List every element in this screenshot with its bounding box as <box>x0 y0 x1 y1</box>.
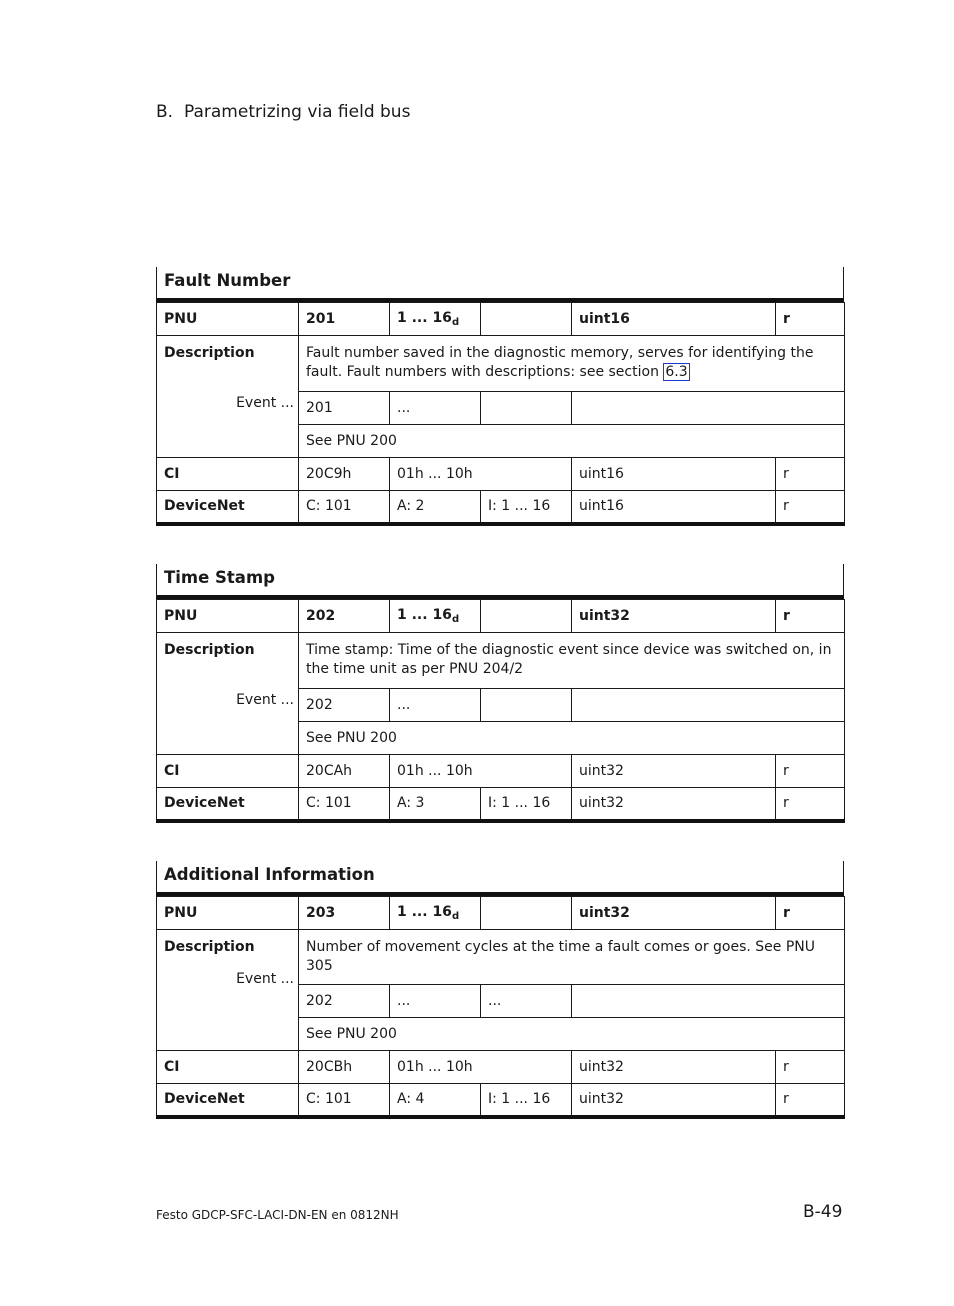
devicenet-label: DeviceNet <box>157 788 299 821</box>
ci-index: 20C9h <box>299 458 390 491</box>
devicenet-row <box>157 1084 845 1117</box>
devicenet-attribute: A: 4 <box>390 1084 481 1117</box>
see-pnu-text: See PNU 200 <box>299 1018 845 1051</box>
description-label: Description <box>164 642 255 658</box>
pnu-extra <box>481 897 572 930</box>
devicenet-attribute: A: 2 <box>390 491 481 524</box>
pnu-row <box>157 897 845 930</box>
ci-access: r <box>776 458 845 491</box>
chapter-number: B. <box>156 102 174 122</box>
event-label: Event ... <box>236 971 294 987</box>
event-cell-1: 202 <box>299 985 390 1018</box>
ci-index: 20CBh <box>299 1051 390 1084</box>
ci-row <box>157 755 845 788</box>
description-label: Description <box>164 345 255 361</box>
devicenet-type: uint32 <box>572 788 776 821</box>
description-row <box>157 930 845 985</box>
description-label-cell <box>157 336 299 458</box>
devicenet-class: C: 101 <box>299 788 390 821</box>
description-text: Fault number saved in the diagnostic memory, serves for identifying the fault. Fault numbers with descriptions: see section <box>306 345 814 380</box>
ci-label: CI <box>157 755 299 788</box>
ci-row <box>157 458 845 491</box>
ci-subindex: 01h ... 10h <box>390 1051 572 1084</box>
description-label: Description <box>164 939 255 955</box>
pnu-range: 1 ... $16_d$ <box>390 897 481 930</box>
ci-label: CI <box>157 1051 299 1084</box>
ci-type: uint32 <box>572 755 776 788</box>
pnu-type: uint32 <box>572 600 776 633</box>
pnu-number: 202 <box>299 600 390 633</box>
devicenet-type: uint32 <box>572 1084 776 1117</box>
event-label: Event ... <box>236 692 294 708</box>
event-label: Event ... <box>236 395 294 411</box>
devicenet-class: C: 101 <box>299 1084 390 1117</box>
table-title: Fault Number <box>156 267 844 302</box>
devicenet-label: DeviceNet <box>157 1084 299 1117</box>
event-cell-2: ... <box>390 689 481 722</box>
devicenet-access: r <box>776 491 845 524</box>
pnu-range: 1 ... $16_d$ <box>390 600 481 633</box>
pnu-access: r <box>776 303 845 336</box>
devicenet-instance: I: 1 ... 16 <box>481 1084 572 1117</box>
footer-document-id: Festo GDCP-SFC-LACI-DN-EN en 0812NH <box>156 1208 399 1222</box>
pnu-number: 203 <box>299 897 390 930</box>
parameter-table-fault-number <box>156 267 844 526</box>
see-pnu-text: See PNU 200 <box>299 425 845 458</box>
devicenet-label: DeviceNet <box>157 491 299 524</box>
ci-label: CI <box>157 458 299 491</box>
description-row <box>157 336 845 392</box>
page-number: B-49 <box>803 1202 843 1222</box>
devicenet-access: r <box>776 1084 845 1117</box>
description-label-cell <box>157 930 299 1051</box>
event-cell-4 <box>572 689 845 722</box>
description-label-cell <box>157 633 299 755</box>
pnu-range: 1 ... $16_d$ <box>390 303 481 336</box>
pnu-number: 201 <box>299 303 390 336</box>
pnu-row <box>157 303 845 336</box>
ci-type: uint16 <box>572 458 776 491</box>
pnu-access: r <box>776 897 845 930</box>
chapter-title: Parametrizing via field bus <box>184 102 411 122</box>
devicenet-instance: I: 1 ... 16 <box>481 788 572 821</box>
see-pnu-text: See PNU 200 <box>299 722 845 755</box>
description-text: Time stamp: Time of the diagnostic event since device was switched on, in the time unit as per PNU 204/2 <box>299 633 845 689</box>
ci-access: r <box>776 755 845 788</box>
parameter-table-additional-information <box>156 861 844 1119</box>
ci-row <box>157 1051 845 1084</box>
devicenet-instance: I: 1 ... 16 <box>481 491 572 524</box>
table-title: Time Stamp <box>156 564 844 599</box>
event-cell-4 <box>572 985 845 1018</box>
pnu-extra <box>481 303 572 336</box>
ci-subindex: 01h ... 10h <box>390 458 572 491</box>
event-cell-3 <box>481 689 572 722</box>
parameter-table <box>156 599 845 823</box>
event-cell-1: 202 <box>299 689 390 722</box>
pnu-type: uint16 <box>572 303 776 336</box>
ci-type: uint32 <box>572 1051 776 1084</box>
pnu-type: uint32 <box>572 897 776 930</box>
page-header <box>156 102 410 122</box>
pnu-extra <box>481 600 572 633</box>
event-cell-1: 201 <box>299 392 390 425</box>
pnu-row <box>157 600 845 633</box>
pnu-label: PNU <box>157 600 299 633</box>
description-text: Number of movement cycles at the time a fault comes or goes. See PNU 305 <box>299 930 845 985</box>
devicenet-row <box>157 491 845 524</box>
description-text-cell <box>299 336 845 392</box>
ci-subindex: 01h ... 10h <box>390 755 572 788</box>
event-cell-2: ... <box>390 985 481 1018</box>
table-title: Additional Information <box>156 861 844 896</box>
parameter-table <box>156 302 845 526</box>
section-link[interactable]: 6.3 <box>665 364 688 380</box>
pnu-access: r <box>776 600 845 633</box>
devicenet-access: r <box>776 788 845 821</box>
devicenet-row <box>157 788 845 821</box>
pnu-label: PNU <box>157 897 299 930</box>
devicenet-class: C: 101 <box>299 491 390 524</box>
ci-access: r <box>776 1051 845 1084</box>
pnu-label: PNU <box>157 303 299 336</box>
event-cell-2: ... <box>390 392 481 425</box>
event-cell-3 <box>481 392 572 425</box>
event-cell-4 <box>572 392 845 425</box>
devicenet-type: uint16 <box>572 491 776 524</box>
description-row <box>157 633 845 689</box>
ci-index: 20CAh <box>299 755 390 788</box>
event-cell-3: ... <box>481 985 572 1018</box>
parameter-table <box>156 896 845 1119</box>
parameter-table-time-stamp <box>156 564 844 823</box>
devicenet-attribute: A: 3 <box>390 788 481 821</box>
